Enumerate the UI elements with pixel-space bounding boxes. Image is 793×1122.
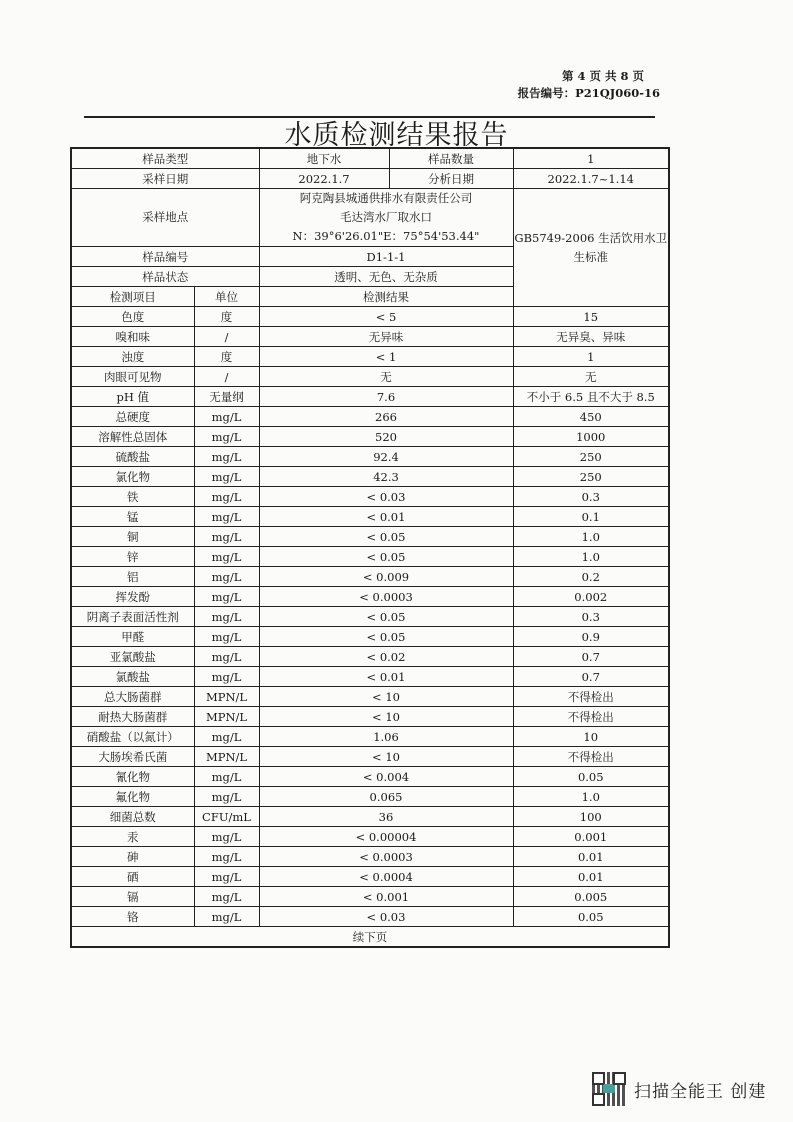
test-item: 氯化物 bbox=[71, 467, 194, 487]
standard-limit: 1.0 bbox=[513, 547, 669, 567]
unit: 度 bbox=[194, 307, 259, 327]
test-item: 铬 bbox=[71, 907, 194, 927]
table-row bbox=[71, 607, 669, 627]
unit: 无量纲 bbox=[194, 387, 259, 407]
test-result: < 0.0003 bbox=[259, 587, 513, 607]
report-number: 报告编号：P21QJ060-16 bbox=[517, 86, 660, 100]
standard-limit: 0.01 bbox=[513, 847, 669, 867]
unit: mg/L bbox=[194, 727, 259, 747]
unit: mg/L bbox=[194, 407, 259, 427]
table-row bbox=[71, 347, 669, 367]
table-row bbox=[71, 467, 669, 487]
test-item: 镉 bbox=[71, 887, 194, 907]
table-row bbox=[71, 807, 669, 827]
test-item: 亚氯酸盐 bbox=[71, 647, 194, 667]
test-result: 520 bbox=[259, 427, 513, 447]
standard-limit: 1.0 bbox=[513, 787, 669, 807]
table-row bbox=[71, 907, 669, 927]
table-row bbox=[71, 687, 669, 707]
test-result: 1.06 bbox=[259, 727, 513, 747]
table-row bbox=[71, 427, 669, 447]
analysis-date-value: 2022.1.7~1.14 bbox=[513, 169, 669, 189]
unit: mg/L bbox=[194, 487, 259, 507]
test-item: 阴离子表面活性剂 bbox=[71, 607, 194, 627]
test-result: < 10 bbox=[259, 687, 513, 707]
table-row bbox=[71, 647, 669, 667]
page-header bbox=[518, 68, 660, 102]
unit: MPN/L bbox=[194, 687, 259, 707]
test-result: 42.3 bbox=[259, 467, 513, 487]
test-result: < 5 bbox=[259, 307, 513, 327]
sample-id-value: D1-1-1 bbox=[259, 247, 513, 267]
qr-code-icon bbox=[592, 1072, 626, 1106]
test-item: 总大肠菌群 bbox=[71, 687, 194, 707]
continued-row bbox=[71, 927, 669, 948]
test-item: 氟化物 bbox=[71, 787, 194, 807]
test-result: < 0.01 bbox=[259, 507, 513, 527]
test-item: 锰 bbox=[71, 507, 194, 527]
standard-limit: 0.05 bbox=[513, 767, 669, 787]
standard-limit: 450 bbox=[513, 407, 669, 427]
location-label: 采样地点 bbox=[71, 189, 259, 247]
test-item: 硫酸盐 bbox=[71, 447, 194, 467]
table-row bbox=[71, 867, 669, 887]
standard-limit: 0.7 bbox=[513, 667, 669, 687]
test-result: < 10 bbox=[259, 747, 513, 767]
column-header-item: 检测项目 bbox=[71, 287, 194, 307]
unit: mg/L bbox=[194, 627, 259, 647]
test-item: 大肠埃希氏菌 bbox=[71, 747, 194, 767]
test-item: 铁 bbox=[71, 487, 194, 507]
test-item: 硒 bbox=[71, 867, 194, 887]
test-result: < 0.00004 bbox=[259, 827, 513, 847]
table-row bbox=[71, 447, 669, 467]
test-result: 无异味 bbox=[259, 327, 513, 347]
test-item: 甲醛 bbox=[71, 627, 194, 647]
sample-type-value: 地下水 bbox=[259, 148, 389, 169]
location-value bbox=[259, 189, 513, 247]
location-line-1: 阿克陶县城通供排水有限责任公司 bbox=[299, 191, 473, 205]
table-row bbox=[71, 547, 669, 567]
standard-limit: 250 bbox=[513, 467, 669, 487]
unit: mg/L bbox=[194, 847, 259, 867]
unit: MPN/L bbox=[194, 747, 259, 767]
unit: mg/L bbox=[194, 907, 259, 927]
standard-limit: 0.005 bbox=[513, 887, 669, 907]
table-row bbox=[71, 727, 669, 747]
unit: mg/L bbox=[194, 547, 259, 567]
sample-state-label: 样品状态 bbox=[71, 267, 259, 287]
analysis-date-label: 分析日期 bbox=[389, 169, 513, 189]
standard-limit: 0.3 bbox=[513, 487, 669, 507]
unit: mg/L bbox=[194, 787, 259, 807]
test-item: 总硬度 bbox=[71, 407, 194, 427]
test-result: < 0.004 bbox=[259, 767, 513, 787]
sample-type-label: 样品类型 bbox=[71, 148, 259, 169]
standard-limit: 0.002 bbox=[513, 587, 669, 607]
unit: mg/L bbox=[194, 647, 259, 667]
standard-limit: 1000 bbox=[513, 427, 669, 447]
unit: mg/L bbox=[194, 507, 259, 527]
test-result: < 0.009 bbox=[259, 567, 513, 587]
test-result: < 0.01 bbox=[259, 667, 513, 687]
test-result: < 0.05 bbox=[259, 607, 513, 627]
test-result: < 0.0003 bbox=[259, 847, 513, 867]
standard-limit: 不得检出 bbox=[513, 747, 669, 767]
test-result: < 1 bbox=[259, 347, 513, 367]
table-row bbox=[71, 847, 669, 867]
unit: mg/L bbox=[194, 867, 259, 887]
sample-id-label: 样品编号 bbox=[71, 247, 259, 267]
sample-state-value: 透明、无色、无杂质 bbox=[259, 267, 513, 287]
test-item: 溶解性总固体 bbox=[71, 427, 194, 447]
standard-limit: 0.001 bbox=[513, 827, 669, 847]
unit: CFU/mL bbox=[194, 807, 259, 827]
unit: mg/L bbox=[194, 767, 259, 787]
test-result: < 0.02 bbox=[259, 647, 513, 667]
standard-limit: 不得检出 bbox=[513, 707, 669, 727]
test-item: 汞 bbox=[71, 827, 194, 847]
standard-limit: 0.01 bbox=[513, 867, 669, 887]
table-row bbox=[71, 307, 669, 327]
test-result: 36 bbox=[259, 807, 513, 827]
test-item: 嗅和味 bbox=[71, 327, 194, 347]
report-title: 水质检测结果报告 bbox=[284, 120, 509, 151]
unit: mg/L bbox=[194, 607, 259, 627]
unit: mg/L bbox=[194, 567, 259, 587]
unit: mg/L bbox=[194, 447, 259, 467]
standard-limit: 不得检出 bbox=[513, 687, 669, 707]
unit: mg/L bbox=[194, 667, 259, 687]
test-item: 细菌总数 bbox=[71, 807, 194, 827]
table-row bbox=[71, 327, 669, 347]
test-result: < 0.05 bbox=[259, 627, 513, 647]
table-row bbox=[71, 587, 669, 607]
test-item: 氯酸盐 bbox=[71, 667, 194, 687]
standard-limit: 0.2 bbox=[513, 567, 669, 587]
table-row bbox=[71, 487, 669, 507]
unit: MPN/L bbox=[194, 707, 259, 727]
test-item: 肉眼可见物 bbox=[71, 367, 194, 387]
test-item: pH 值 bbox=[71, 387, 194, 407]
watermark-text: 扫描全能王 创建 bbox=[634, 1081, 767, 1102]
test-item: 锌 bbox=[71, 547, 194, 567]
standard-limit: 无异臭、异味 bbox=[513, 327, 669, 347]
test-item: 挥发酚 bbox=[71, 587, 194, 607]
test-item: 铝 bbox=[71, 567, 194, 587]
table-row bbox=[71, 747, 669, 767]
standard-limit: 0.05 bbox=[513, 907, 669, 927]
test-result: 无 bbox=[259, 367, 513, 387]
test-result: < 0.001 bbox=[259, 887, 513, 907]
test-result: < 0.0004 bbox=[259, 867, 513, 887]
continued-note: 续下页 bbox=[71, 927, 669, 948]
table-row bbox=[71, 627, 669, 647]
test-result: 92.4 bbox=[259, 447, 513, 467]
table-row bbox=[71, 827, 669, 847]
test-result: 0.065 bbox=[259, 787, 513, 807]
page-number: 第 4 页 共 8 页 bbox=[561, 69, 644, 83]
unit: / bbox=[194, 327, 259, 347]
test-result: 266 bbox=[259, 407, 513, 427]
table-row bbox=[71, 567, 669, 587]
info-row-dates bbox=[71, 169, 669, 189]
standard-limit: 不小于 6.5 且不大于 8.5 bbox=[513, 387, 669, 407]
standard-limit: 无 bbox=[513, 367, 669, 387]
sample-count-value: 1 bbox=[513, 148, 669, 169]
standard-limit: 0.7 bbox=[513, 647, 669, 667]
unit: mg/L bbox=[194, 587, 259, 607]
test-item: 色度 bbox=[71, 307, 194, 327]
location-line-2: 毛达湾水厂取水口 bbox=[340, 210, 432, 224]
unit: mg/L bbox=[194, 887, 259, 907]
test-result: < 10 bbox=[259, 707, 513, 727]
table-row bbox=[71, 707, 669, 727]
table-row bbox=[71, 887, 669, 907]
column-header-result: 检测结果 bbox=[259, 287, 513, 307]
info-row-location bbox=[71, 189, 669, 247]
unit: 度 bbox=[194, 347, 259, 367]
standard-limit: 0.9 bbox=[513, 627, 669, 647]
sampling-date-value: 2022.1.7 bbox=[259, 169, 389, 189]
test-item: 浊度 bbox=[71, 347, 194, 367]
sampling-date-label: 采样日期 bbox=[71, 169, 259, 189]
unit: mg/L bbox=[194, 827, 259, 847]
test-result: < 0.03 bbox=[259, 907, 513, 927]
test-result: < 0.05 bbox=[259, 547, 513, 567]
test-item: 硝酸盐（以氮计） bbox=[71, 727, 194, 747]
unit: / bbox=[194, 367, 259, 387]
table-row bbox=[71, 667, 669, 687]
sample-count-label: 样品数量 bbox=[389, 148, 513, 169]
table-row bbox=[71, 767, 669, 787]
test-item: 氰化物 bbox=[71, 767, 194, 787]
standard-limit: 1 bbox=[513, 347, 669, 367]
scanner-watermark bbox=[592, 1072, 766, 1106]
table-row bbox=[71, 367, 669, 387]
test-result: < 0.03 bbox=[259, 487, 513, 507]
standard-limit: 0.1 bbox=[513, 507, 669, 527]
standard-limit: 250 bbox=[513, 447, 669, 467]
table-row bbox=[71, 387, 669, 407]
table-row bbox=[71, 787, 669, 807]
table-row bbox=[71, 407, 669, 427]
standard-reference: GB5749-2006 生活饮用水卫生标准 bbox=[513, 189, 669, 307]
info-row-sample-type bbox=[71, 148, 669, 169]
column-header-unit: 单位 bbox=[194, 287, 259, 307]
standard-limit: 0.3 bbox=[513, 607, 669, 627]
test-item: 砷 bbox=[71, 847, 194, 867]
test-result: < 0.05 bbox=[259, 527, 513, 547]
test-item: 耐热大肠菌群 bbox=[71, 707, 194, 727]
unit: mg/L bbox=[194, 467, 259, 487]
table-row bbox=[71, 527, 669, 547]
standard-limit: 1.0 bbox=[513, 527, 669, 547]
unit: mg/L bbox=[194, 527, 259, 547]
unit: mg/L bbox=[194, 427, 259, 447]
standard-limit: 100 bbox=[513, 807, 669, 827]
results-table bbox=[70, 147, 670, 948]
table-row bbox=[71, 507, 669, 527]
standard-limit: 15 bbox=[513, 307, 669, 327]
test-result: 7.6 bbox=[259, 387, 513, 407]
test-item: 铜 bbox=[71, 527, 194, 547]
location-line-3: N：39°6'26.01"E：75°54'53.44" bbox=[292, 229, 480, 243]
standard-limit: 10 bbox=[513, 727, 669, 747]
